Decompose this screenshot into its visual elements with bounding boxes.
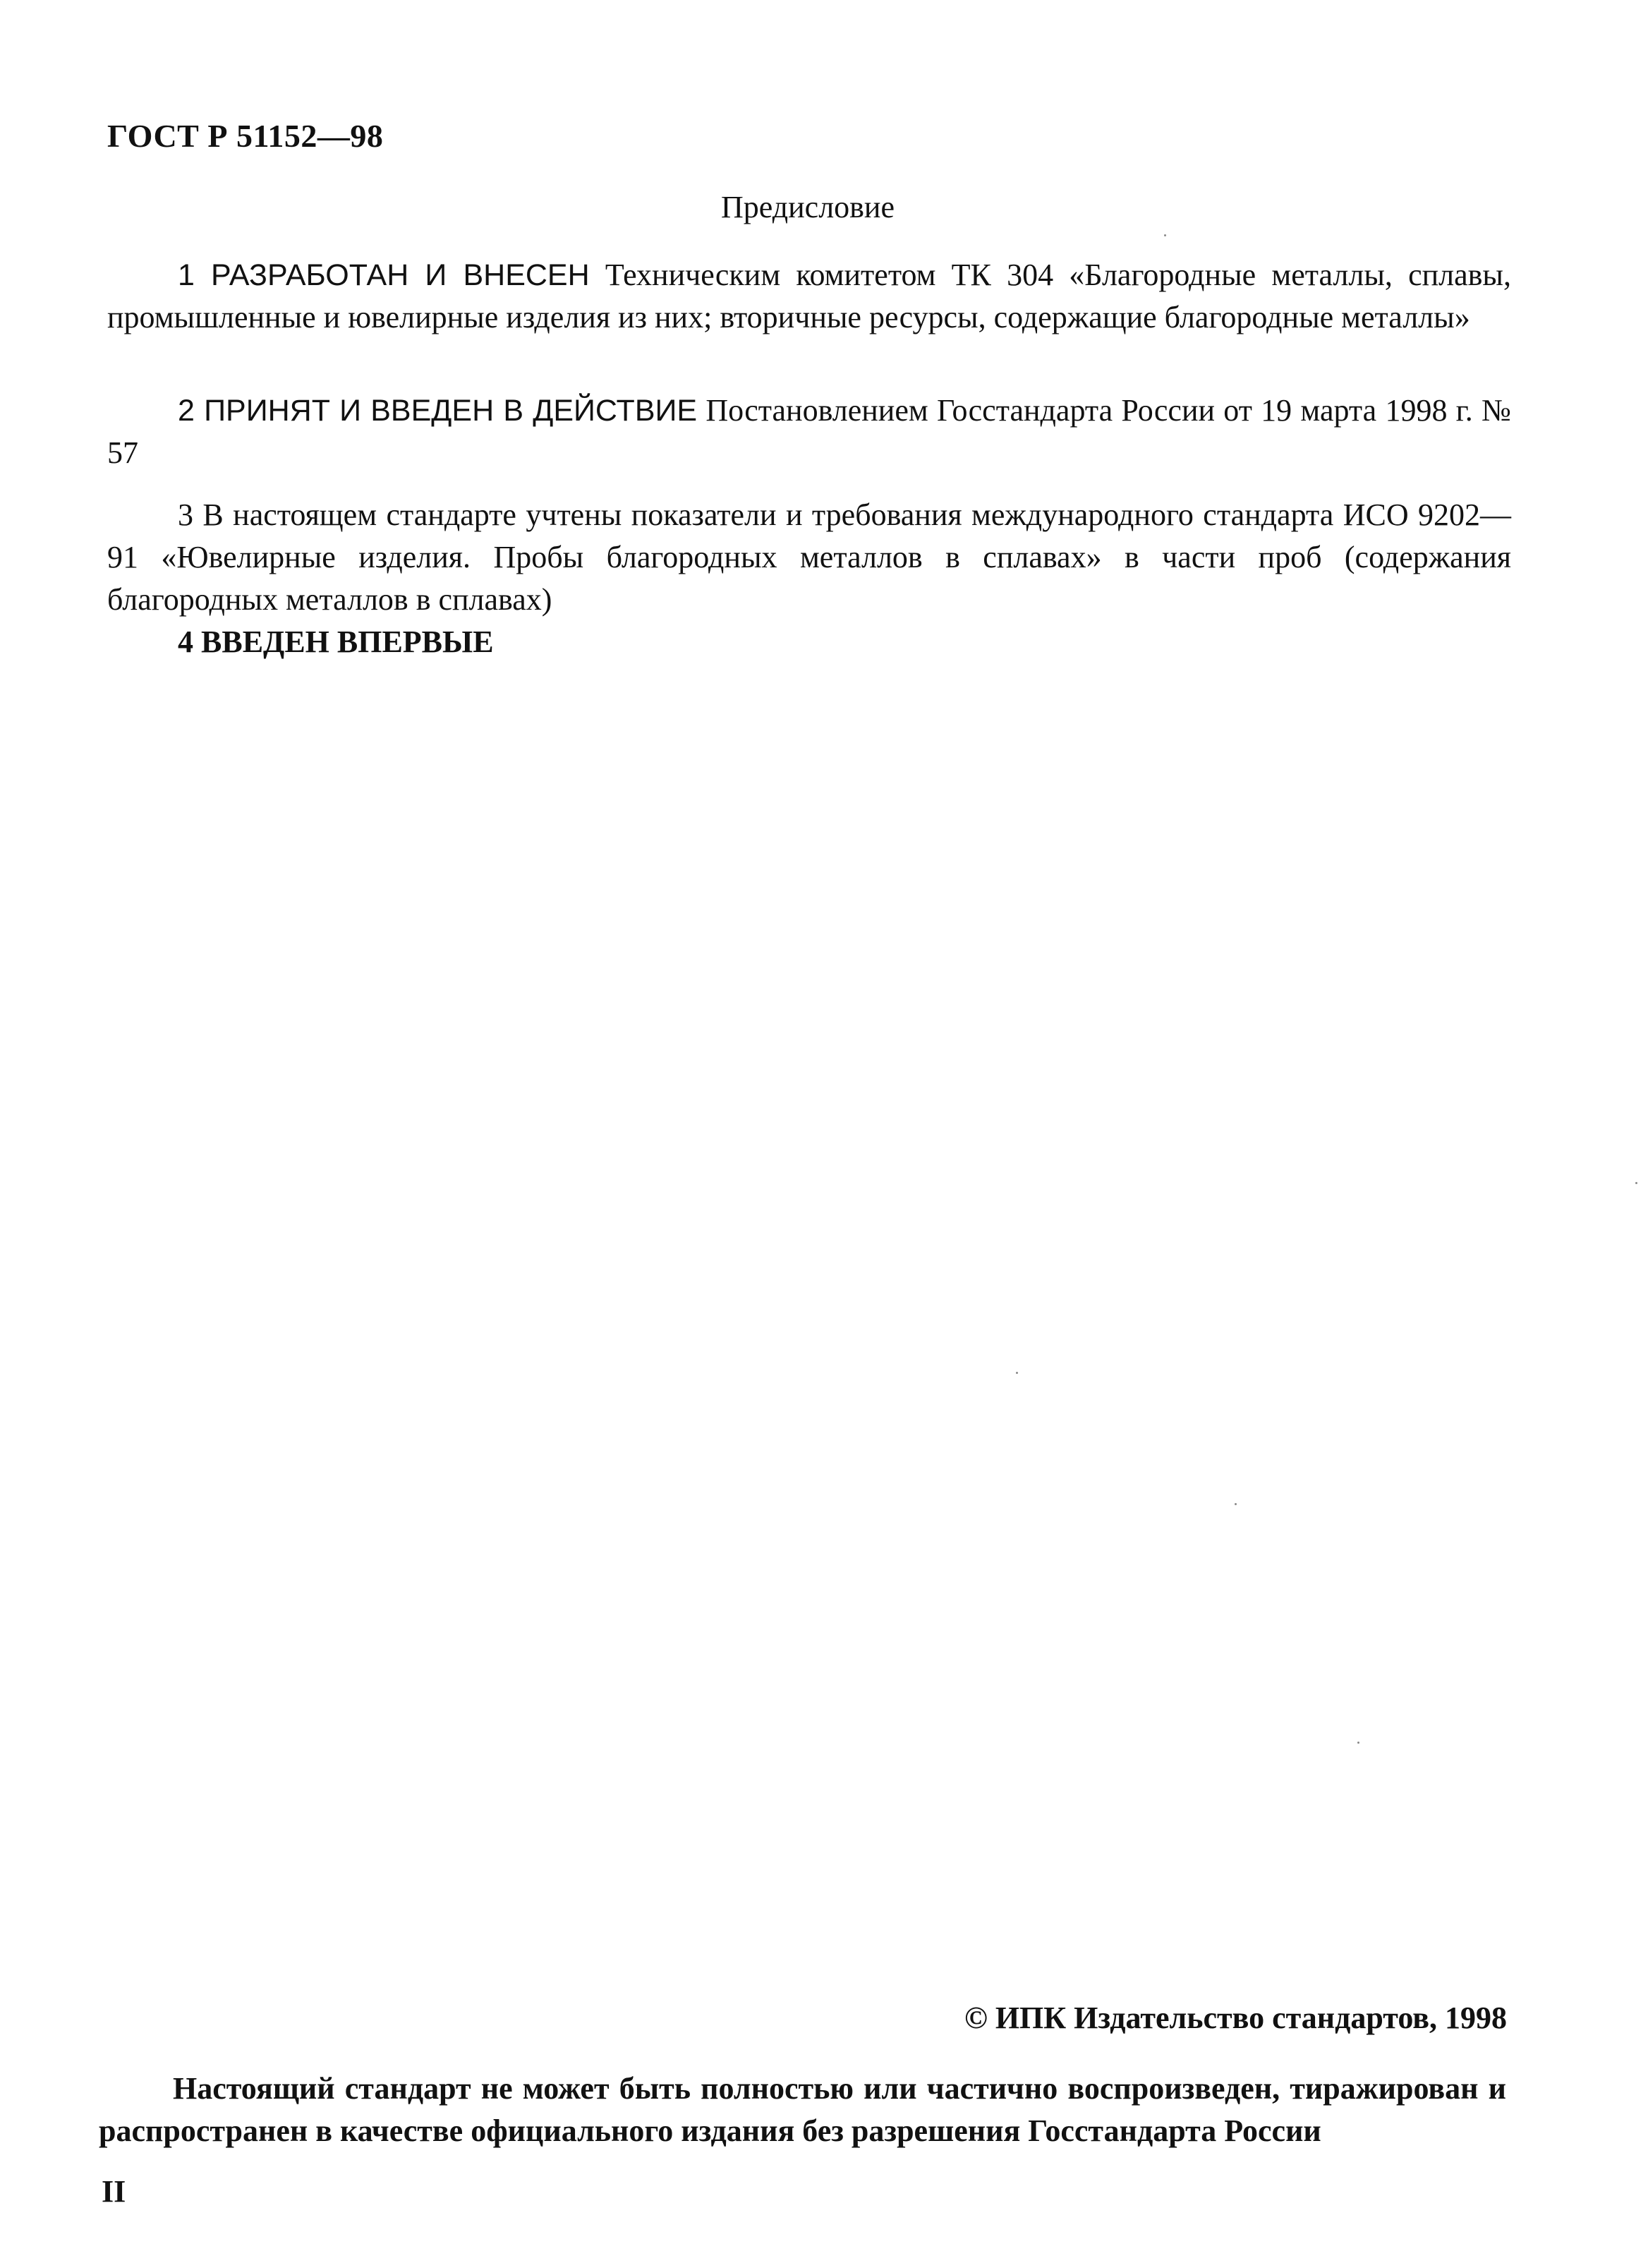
scan-speck <box>1235 1503 1237 1505</box>
preface-item-3-lead: 3 <box>178 497 193 532</box>
page-number: II <box>102 2174 126 2209</box>
scan-speck <box>1164 234 1166 236</box>
preface-item-1-lead: 1 РАЗРАБОТАН И ВНЕСЕН <box>178 258 590 292</box>
preface-item-4 <box>107 621 1511 663</box>
preface-item-2 <box>107 390 1511 474</box>
preface-item-1-text: Техническим комитетом ТК 304 «Благородные металлы, сплавы, промышленные и ювелирные изделия из них; вторичные ресурсы, содержащие благородные металлы» <box>107 258 1511 334</box>
preface-item-4-lead: 4 ВВЕДЕН ВПЕРВЫЕ <box>178 625 494 659</box>
scan-speck <box>1016 1372 1018 1374</box>
preface-item-1 <box>107 254 1511 339</box>
preface-item-2-text: Постановлением Госстандарта России от 19 марта 1998 г. № 57 <box>107 393 1511 470</box>
scan-speck <box>1357 1742 1359 1744</box>
preface-item-3-text: В настоящем стандарте учтены показатели и требования международного стандарта ИСО 9202—91 «Ювелирные изделия. Пробы благородных металлов в сплавах» в части проб (содержания благородных металлов в сплавах) <box>107 497 1511 617</box>
scan-speck <box>1635 1182 1637 1184</box>
preface-item-2-lead: 2 ПРИНЯТ И ВВЕДЕН В ДЕЙСТВИЕ <box>178 394 698 428</box>
copyright-line: © ИПК Издательство стандартов, 1998 <box>964 2001 1507 2035</box>
document-code: ГОСТ Р 51152—98 <box>107 118 384 154</box>
reproduction-notice: Настоящий стандарт не может быть полностью или частично воспроизведен, тиражирован и распространен в качестве официального издания без разрешения Госстандарта России <box>99 2071 1506 2148</box>
preface-item-3 <box>107 494 1511 621</box>
preface-title: Предисловие <box>721 190 895 224</box>
